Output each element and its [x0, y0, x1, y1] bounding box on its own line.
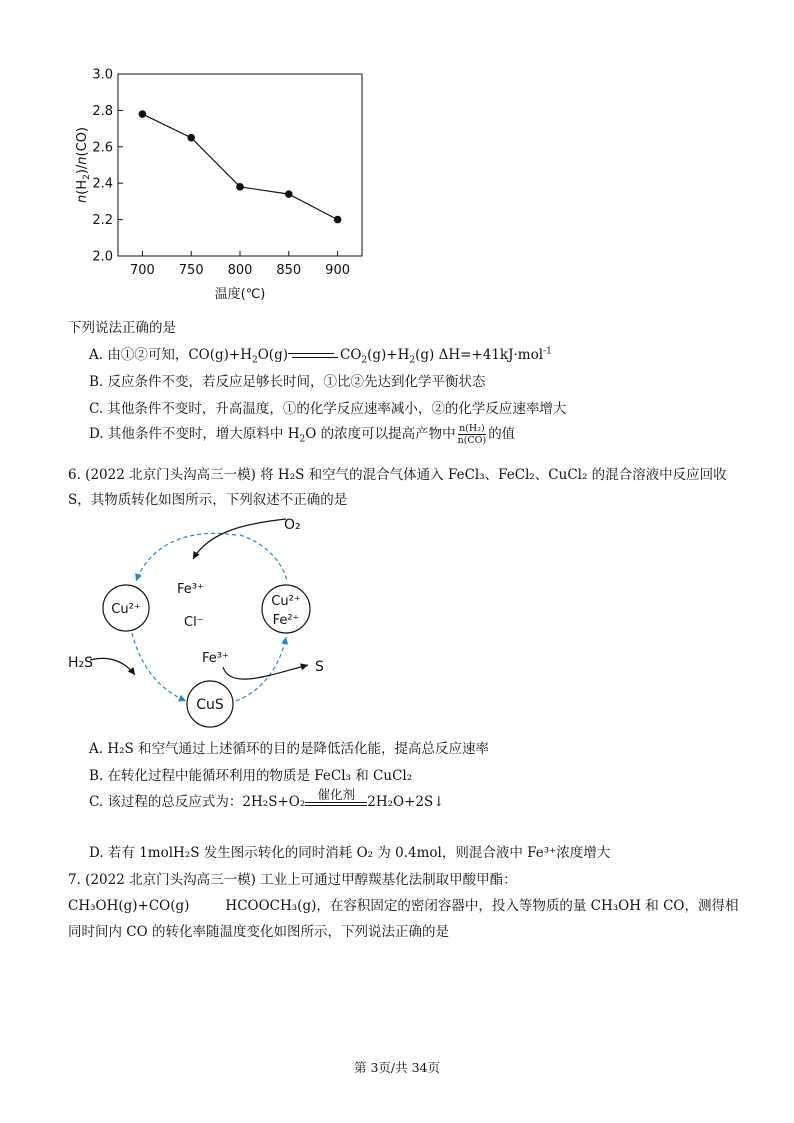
x-tick-label: 900: [325, 263, 351, 278]
catalyst-arrow: 催化剂: [305, 788, 367, 810]
y-tick-label: 3.0: [92, 67, 113, 83]
q5-option-a: A. 由①②可知，$CO(g)+H_2O(g)$ $CO_2(g)+H_2(g)$ ΔH=+41kJ·mol$^{-1}$: [89, 346, 552, 366]
cycle-arc-bottom-right: [236, 637, 286, 701]
fe3-top-label: Fe³⁺: [177, 582, 204, 597]
y-tick-label: 2.2: [92, 213, 113, 229]
data-point: [236, 183, 244, 191]
q5-option-c: C. 其他条件不变时，升高温度，①的化学反应速率减小，②的化学反应速率增大: [89, 401, 567, 417]
line-chart: [60, 62, 380, 307]
q6-option-a: A. H₂S 和空气通过上述循环的目的是降低活化能，提高总反应速率: [89, 741, 490, 757]
s-arrow: [223, 665, 308, 679]
y-tick-label: 2.0: [92, 249, 113, 265]
page-footer: 第 3页/共 34页: [353, 1060, 441, 1075]
cycle-arc-top-right: [240, 535, 287, 581]
y-tick-label: 2.6: [92, 140, 113, 156]
cus-label: CuS: [196, 697, 224, 713]
x-tick-label: 700: [129, 263, 155, 278]
q6-option-b: B. 在转化过程中能循环利用的物质是 FeCl₃ 和 CuCl₂: [89, 768, 413, 784]
x-tick-label: 850: [276, 263, 302, 278]
cycle-arc-top-left: [136, 533, 236, 581]
q5-option-d: D. 其他条件不变时，增大原料中 $H_2O$ 的浓度可以提高产物中 $\frac{\text{n(H₂)}}{n(CO)}$ 的值: [89, 423, 516, 446]
y-tick-label: 2.4: [92, 176, 113, 192]
cycle-arc-bottom-left: [132, 633, 186, 701]
o2-label: O₂: [284, 517, 301, 533]
q6-stem-line2: S，其物质转化如图所示，下列叙述不正确的是: [68, 492, 348, 508]
fraction: $\frac{\text{n(H₂)}}{n(CO)}$: [457, 423, 487, 446]
h2s-label: H₂S: [68, 655, 94, 671]
y-tick-label: 2.8: [92, 103, 113, 119]
equilibrium-arrow-icon: [288, 350, 340, 362]
x-tick-label: 800: [227, 263, 253, 278]
h2s-arrow: [90, 658, 135, 675]
q7-stem-line1: 7. (2022 北京门头沟高三一模) 工业上可通过甲醇羰基化法制取甲酸甲酯：: [68, 872, 517, 888]
q6-stem-line1: 6. (2022 北京门头沟高三一模) 将 H₂S 和空气的混合气体通入 FeCl₃、FeCl₂、CuCl₂ 的混合溶液中反应回收: [68, 467, 727, 483]
fe2-in-node-label: Fe²⁺: [272, 613, 300, 628]
q6-option-d: D. 若有 1molH₂S 发生图示转化的同时消耗 O₂ 为 0.4mol，则混合液中 Fe³⁺浓度增大: [89, 845, 611, 861]
q5-stem: 下列说法正确的是: [68, 320, 176, 336]
q7-stem-line3: 同时间内 CO 的转化率随温度变化如图所示，下列说法正确的是: [68, 924, 449, 940]
o2-arrow: [193, 519, 286, 559]
s-label: S: [315, 659, 324, 675]
q7-stem-line2: CH₃OH(g)+CO(g) HCOOCH₃(g)，在容积固定的密闭容器中，投入等物质的量 CH₃OH 和 CO，测得相: [68, 898, 739, 914]
data-point: [187, 134, 195, 142]
cu2-in-node-label: Cu²⁺: [271, 594, 301, 609]
series-line: [142, 114, 337, 220]
x-axis-label: 温度(℃): [214, 287, 266, 302]
x-tick-label: 750: [178, 263, 204, 278]
q6-option-c: C. 该过程的总反应式为：2H₂S+O₂ 催化剂 2H₂O+2S↓: [89, 787, 445, 810]
data-point: [285, 190, 293, 198]
plot-frame: [118, 74, 362, 256]
data-point: [139, 110, 147, 118]
cl-label: Cl⁻: [184, 615, 204, 630]
data-point: [334, 216, 342, 224]
cycle-diagram: [60, 505, 360, 730]
fe3-bottom-label: Fe³⁺: [202, 651, 229, 666]
y-axis-label: $n(H_2)/n(CO)$: [75, 127, 92, 203]
q5-option-b: B. 反应条件不变，若反应足够长时间，①比②先达到化学平衡状态: [89, 374, 486, 390]
cu2-label: Cu²⁺: [111, 602, 141, 617]
